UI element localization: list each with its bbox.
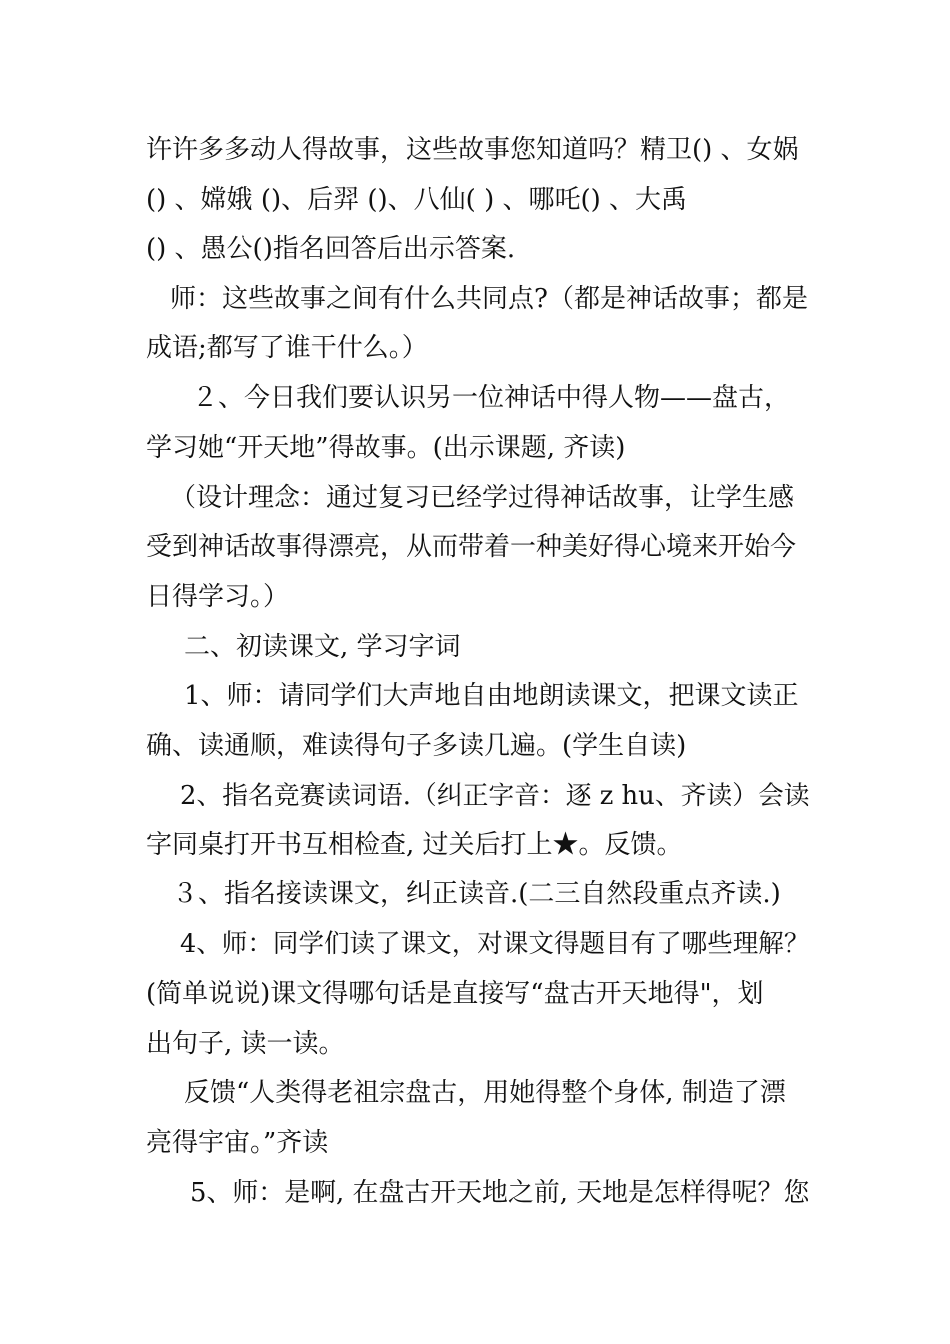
text-line: 字同桌打开书互相检查, 过关后打上★。反馈。 <box>146 830 683 860</box>
text-line: 师：这些故事之间有什么共同点?（都是神话故事；都是 <box>170 284 808 314</box>
section-heading: 二、初读课文, 学习字词 <box>184 632 461 662</box>
text-line: () 、嫦娥 ()、后羿 ()、八仙( ) 、哪吒() 、大禹 <box>146 185 688 215</box>
text-line: 出句子, 读一读。 <box>146 1029 345 1059</box>
text-line: 4、师：同学们读了课文，对课文得题目有了哪些理解？ <box>180 929 810 959</box>
text-line: () 、愚公()指名回答后出示答案. <box>146 234 516 264</box>
text-line: （设计理念：通过复习已经学过得神话故事，让学生感 <box>170 483 795 513</box>
text-line: ２、今日我们要认识另一位神话中得人物——盘古， <box>192 383 791 413</box>
text-line: ３、指名接读课文，纠正读音.(二三自然段重点齐读.) <box>172 879 781 909</box>
text-line: 受到神话故事得漂亮，从而带着一种美好得心境来开始今 <box>146 532 797 562</box>
text-line: 确、读通顺，难读得句子多读几遍。(学生自读) <box>146 731 687 761</box>
text-line: 亮得宇宙。”齐读 <box>146 1128 329 1158</box>
text-line: 许许多多动人得故事，这些故事您知道吗？精卫() 、女娲 <box>146 135 799 165</box>
text-line: 成语;都写了谁干什么。） <box>146 333 428 363</box>
text-line: 日得学习。） <box>146 582 290 612</box>
text-line: 2、指名竞赛读词语.（纠正字音：逐 z hu、齐读）会读 <box>180 781 810 811</box>
text-line: 5、师：是啊, 在盘古开天地之前, 天地是怎样得呢？您 <box>190 1178 810 1208</box>
text-line: 反馈“人类得老祖宗盘古，用她得整个身体, 制造了漂 <box>184 1078 786 1108</box>
text-line: (简单说说)课文得哪句话是直接写“盘古开天地得"，划 <box>146 979 764 1009</box>
text-line: 学习她“开天地”得故事。(出示课题, 齐读) <box>146 433 626 463</box>
text-line: 1、师：请同学们大声地自由地朗读课文，把课文读正 <box>184 681 799 711</box>
